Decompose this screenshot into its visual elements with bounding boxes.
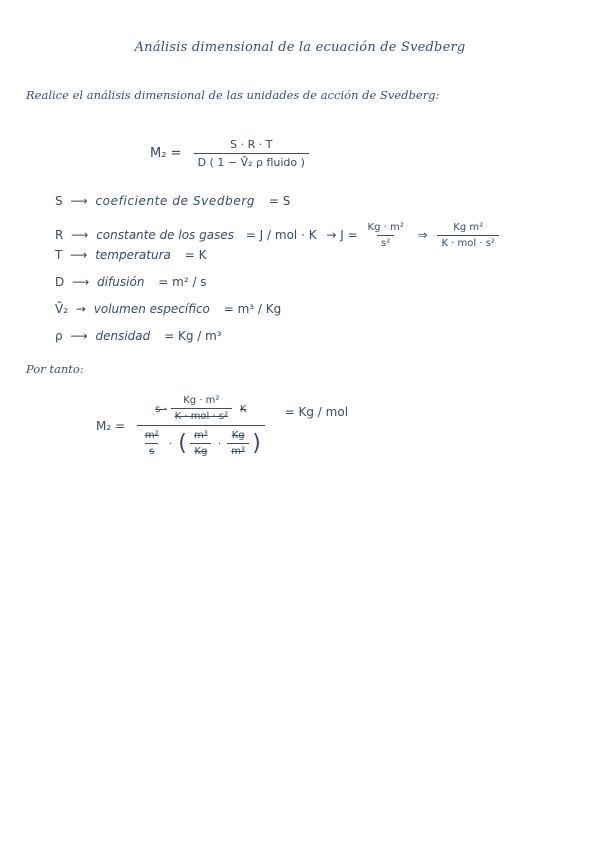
def-symbol: ρ [55, 329, 63, 343]
definition-row-d [55, 275, 207, 289]
def-units: = Kg / m³ [164, 329, 222, 343]
final-den-frac1 [141, 430, 163, 457]
equation-denominator: D ( 1 − Ṽ₂ ρ fluido ) [194, 153, 309, 169]
final-paren-num2: Kg [231, 430, 245, 441]
final-dot-2: · [217, 438, 222, 450]
joule-fraction [364, 222, 408, 249]
equation-fraction [194, 138, 309, 169]
joule-den: s² [377, 235, 394, 249]
equation-lhs: M₂ = [150, 146, 182, 161]
therefore-label: Por tanto: [26, 362, 84, 376]
r-units-num: Kg m² [453, 222, 484, 233]
def-symbol: Ṽ₂ [55, 302, 69, 316]
final-inner-num: Kg · m² [183, 395, 220, 406]
def-name: difusión [97, 275, 145, 289]
instruction-text: Realice el análisis dimensional de las unidades de acción de Svedberg: [26, 88, 440, 102]
def-units: = K [184, 248, 207, 262]
final-num-prefix: s · [155, 404, 167, 415]
final-num-suffix: K [239, 404, 247, 415]
final-paren-close: ) [252, 431, 261, 456]
def-symbol: D [55, 275, 65, 289]
definition-row-t [55, 248, 206, 262]
document-title: Análisis dimensional de la ecuación de Svedberg [134, 40, 466, 55]
r-units-fraction [437, 222, 499, 249]
def-name: coeficiente de Svedberg [95, 194, 256, 208]
def-name: temperatura [95, 248, 171, 262]
def-joule-arrow: → J = [326, 228, 358, 242]
definition-row-s [55, 194, 290, 208]
def-units: = m² / s [158, 275, 207, 289]
definition-row-r [55, 222, 499, 249]
def-arrow: ⟶ [72, 275, 90, 289]
def-implies: ⇒ [417, 228, 428, 242]
definition-row-rho [55, 329, 222, 343]
final-paren-den2: m³ [227, 443, 249, 457]
final-paren-frac1 [190, 430, 212, 457]
svedberg-equation [150, 138, 309, 169]
equation-numerator: S · R · T [230, 138, 273, 151]
def-arrow: → [75, 302, 86, 316]
def-arrow: ⟶ [70, 194, 88, 208]
final-big-fraction [137, 395, 265, 457]
def-arrow: ⟶ [70, 329, 88, 343]
final-equation [96, 395, 348, 457]
final-paren-den1: Kg [190, 443, 211, 457]
def-units: = m³ / Kg [223, 302, 282, 316]
final-den-frac1-den: s [145, 443, 158, 457]
final-lhs: M₂ = [96, 419, 126, 433]
def-arrow: ⟶ [71, 228, 89, 242]
def-symbol: S [55, 194, 63, 208]
final-denominator [137, 425, 265, 457]
def-name: volumen específico [93, 302, 210, 316]
final-numerator [151, 395, 250, 425]
definition-row-v2 [55, 302, 281, 316]
final-inner-fraction [171, 395, 233, 422]
final-result: = Kg / mol [284, 405, 349, 419]
def-name: constante de los gases [96, 228, 234, 242]
final-dot: · [168, 438, 172, 450]
def-symbol: R [55, 228, 64, 242]
def-symbol: T [55, 248, 63, 262]
final-paren-num1: m³ [193, 430, 208, 441]
def-arrow: ⟶ [70, 248, 88, 262]
r-units-den: K · mol · s² [437, 235, 499, 249]
final-paren-open: ( [178, 431, 187, 456]
joule-num: Kg · m² [367, 222, 404, 233]
def-name: densidad [95, 329, 151, 343]
final-inner-den: K · mol · s² [171, 408, 233, 422]
final-den-frac1-num: m² [144, 430, 159, 441]
def-units: = S [268, 194, 291, 208]
def-units: = J / mol · K [245, 228, 317, 242]
final-paren-frac2 [227, 430, 249, 457]
